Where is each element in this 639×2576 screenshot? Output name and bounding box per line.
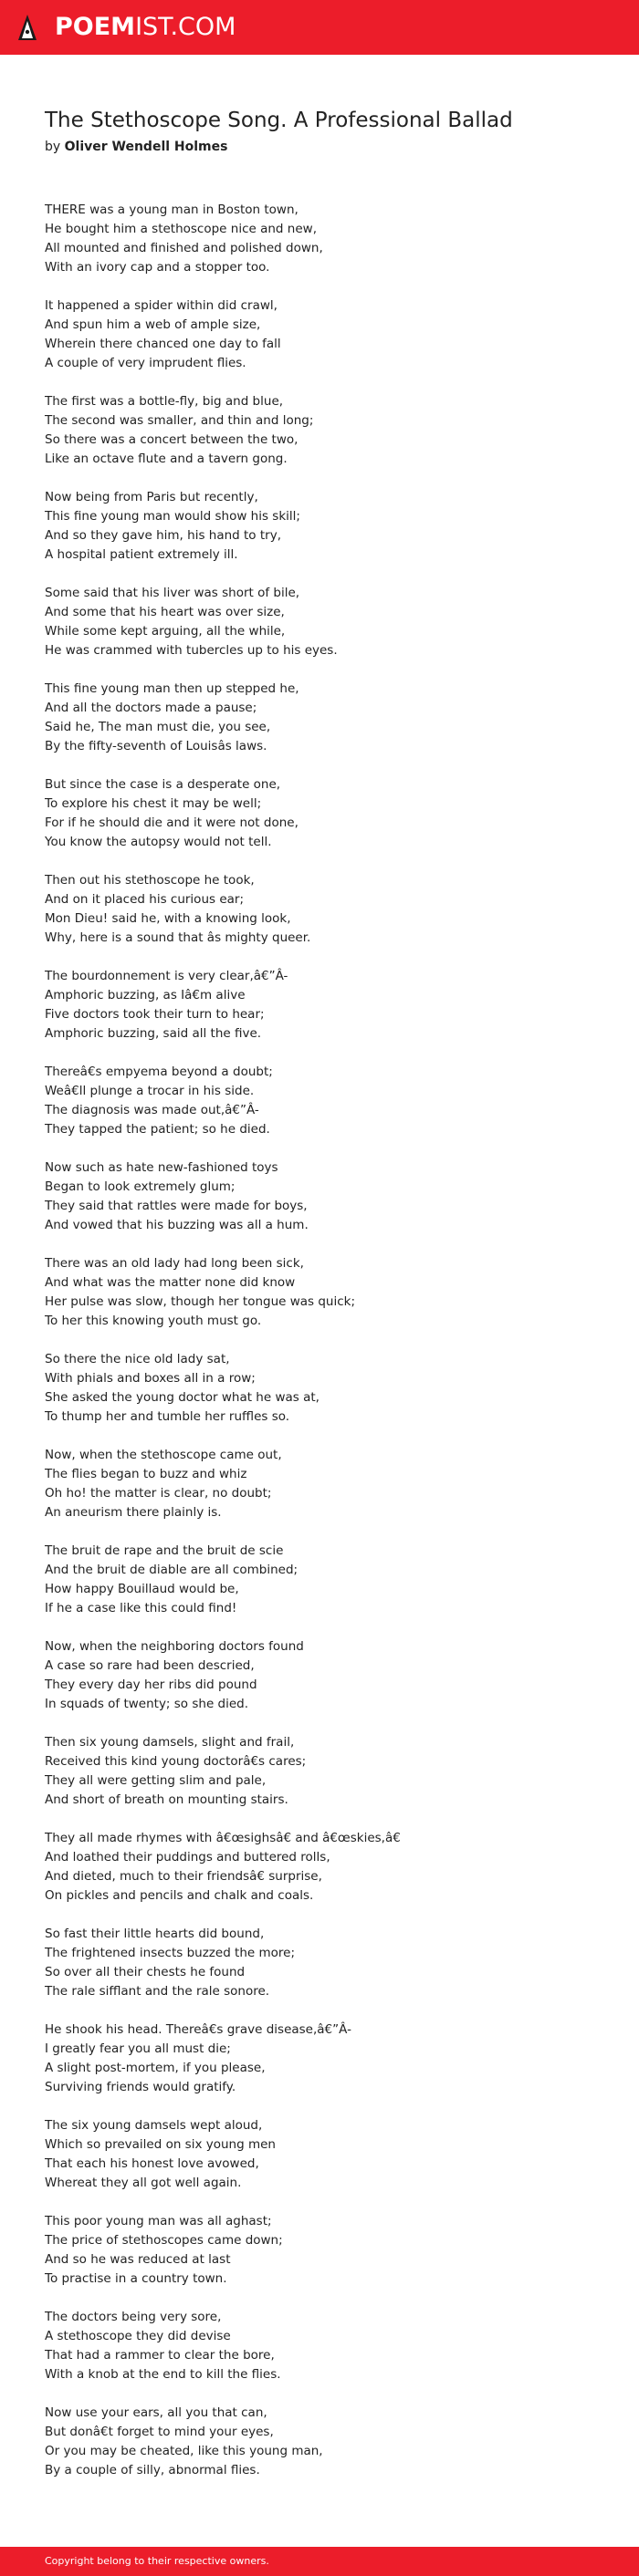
poem-line: So there the nice old lady sat, [45, 1352, 230, 1366]
poem-stanza [45, 1158, 611, 1235]
poem-line: By a couple of silly, abnormal flies. [45, 2463, 260, 2477]
poem-stanza [45, 680, 611, 756]
poem-stanza [45, 1542, 611, 1618]
poem-line: It happened a spider within did crawl, [45, 298, 278, 313]
poem-line: The first was a bottle-fly, big and blue, [45, 394, 284, 409]
poem-line: And on it placed his curious ear; [45, 892, 245, 907]
poem-line: Now use your ears, all you that can, [45, 2405, 267, 2420]
poem-line: I greatly fear you all must die; [45, 2041, 231, 2056]
poem-line: With phials and boxes all in a row; [45, 1371, 256, 1386]
poem-line: A hospital patient extremely ill. [45, 547, 238, 562]
poem-line: There was an old lady had long been sick, [45, 1256, 304, 1271]
poem-line: And spun him a web of ample size, [45, 317, 261, 332]
poem-stanza [45, 2116, 611, 2193]
poem-line: This poor young man was all aghast; [45, 2214, 272, 2228]
poem-stanza [45, 488, 611, 565]
poem-line: Now, when the neighboring doctors found [45, 1639, 304, 1654]
poem-line: They said that rattles were made for boys, [45, 1199, 308, 1213]
poem-line: So fast their little hearts did bound, [45, 1927, 265, 1941]
poem-stanza [45, 1350, 611, 1427]
poem-heading [45, 108, 611, 156]
poem-line: And what was the matter none did know [45, 1275, 296, 1290]
poem-stanza [45, 1637, 611, 1714]
poem-line: On pickles and pencils and chalk and coals. [45, 1888, 314, 1903]
poem-line: And so he was reduced at last [45, 2252, 231, 2267]
poem-line: While some kept arguing, all the while, [45, 624, 286, 639]
poem-line: And all the doctors made a pause; [45, 701, 257, 715]
poem-line: The price of stethoscopes came down; [45, 2233, 283, 2248]
poem-line: This fine young man then up stepped he, [45, 681, 299, 696]
logo-light-text: IST.COM [135, 13, 236, 41]
poem-stanza [45, 1733, 611, 1810]
poem-line: The six young damsels wept aloud, [45, 2118, 263, 2133]
poem-line: And vowed that his buzzing was all a hum. [45, 1218, 309, 1232]
poem-stanza [45, 967, 611, 1044]
poem-stanza [45, 1829, 611, 1906]
poem-line: And so they gave him, his hand to try, [45, 528, 281, 543]
poem-line: This fine young man would show his skill; [45, 509, 300, 524]
poem-line: To her this knowing youth must go. [45, 1314, 262, 1328]
poem-line: That had a rammer to clear the bore, [45, 2348, 275, 2363]
poem-stanza [45, 2308, 611, 2384]
poem-line: And dieted, much to their friendsâ€ surprise, [45, 1869, 322, 1884]
byline [45, 138, 611, 156]
poem-line: The bruit de rape and the bruit de scie [45, 1543, 284, 1558]
poem-line: Which so prevailed on six young men [45, 2137, 276, 2152]
poem-line: The diagnosis was made out,â€”Â- [45, 1103, 259, 1117]
poem-line: The frightened insects buzzed the more; [45, 1946, 296, 1960]
poem-line: Began to look extremely glum; [45, 1179, 236, 1194]
site-footer [0, 2547, 639, 2576]
poem-line: Surviving friends would gratify. [45, 2080, 236, 2094]
poem-line: They every day her ribs did pound [45, 1678, 257, 1692]
poem-line: With an ivory cap and a stopper too. [45, 260, 270, 275]
poem-line: She asked the young doctor what he was at, [45, 1390, 320, 1405]
poem-line: The bourdonnement is very clear,â€”Â- [45, 969, 288, 983]
byline-prefix: by [45, 140, 61, 154]
poem-line: For if he should die and it were not done, [45, 815, 299, 830]
poem-line: If he a case like this could find! [45, 1601, 237, 1615]
author-name[interactable]: Oliver Wendell Holmes [64, 140, 228, 154]
poem-line: To thump her and tumble her ruffles so. [45, 1409, 290, 1424]
site-header [0, 0, 639, 55]
poem-line: So there was a concert between the two, [45, 432, 299, 447]
poem-line: They all made rhymes with â€œsighsâ€ and â€œskies,â€ [45, 1831, 401, 1845]
poem-line: With a knob at the end to kill the flies. [45, 2367, 281, 2382]
poem-line: Now, when the stethoscope came out, [45, 1448, 282, 1462]
poem-line: By the fifty-seventh of Louisâs laws. [45, 739, 267, 753]
poem-line: THERE was a young man in Boston town, [45, 203, 299, 217]
poem-line: Or you may be cheated, like this young man, [45, 2444, 323, 2458]
poem-stanza [45, 2212, 611, 2289]
poem-title: The Stethoscope Song. A Professional Ballad [45, 109, 513, 132]
poem-line: To explore his chest it may be well; [45, 796, 262, 811]
poem-stanza [45, 1063, 611, 1139]
poem-line: A case so rare had been descried, [45, 1658, 255, 1673]
poem-line: Thereâ€s empyema beyond a doubt; [45, 1065, 273, 1079]
poem-line: The flies began to buzz and whiz [45, 1467, 247, 1481]
poem-line: Now such as hate new-fashioned toys [45, 1160, 278, 1175]
poem-line: Her pulse was slow, though her tongue was quick; [45, 1294, 356, 1309]
poem-line: How happy Bouillaud would be, [45, 1582, 239, 1596]
poem-line: To practise in a country town. [45, 2271, 227, 2286]
poem-line: Wherein there chanced one day to fall [45, 337, 281, 351]
poem-line: A slight post-mortem, if you please, [45, 2061, 266, 2075]
copyright-text: Copyright belong to their respective owners. [45, 2555, 269, 2567]
poem-line: A couple of very imprudent flies. [45, 356, 246, 370]
poem-line: Amphoric buzzing, as Iâ€m alive [45, 988, 246, 1002]
poem-line: Five doctors took their turn to hear; [45, 1007, 265, 1022]
poem-line: But donâ€t forget to mind your eyes, [45, 2425, 274, 2439]
poem-line: Why, here is a sound that âs mighty queer. [45, 930, 311, 945]
poem-line: Some said that his liver was short of bile, [45, 586, 300, 600]
poem-line: All mounted and finished and polished down, [45, 241, 323, 255]
poem-line: And some that his heart was over size, [45, 605, 285, 619]
poem-stanza [45, 2404, 611, 2480]
poem-line: Mon Dieu! said he, with a knowing look, [45, 911, 291, 926]
poem-line: Said he, The man must die, you see, [45, 720, 271, 734]
poem-stanza [45, 1254, 611, 1331]
poem-line: And short of breath on mounting stairs. [45, 1792, 288, 1807]
poem-line: An aneurism there plainly is. [45, 1505, 222, 1520]
poem-line: And loathed their puddings and buttered rolls, [45, 1850, 330, 1864]
poem-stanza [45, 584, 611, 660]
poem-stanza [45, 871, 611, 948]
poem-line: The doctors being very sore, [45, 2310, 222, 2324]
poem-line: That each his honest love avowed, [45, 2156, 259, 2171]
poem-line: So over all their chests he found [45, 1965, 246, 1979]
poem-line: Weâ€ll plunge a trocar in his side. [45, 1084, 255, 1098]
poem-line: Received this kind young doctorâ€s cares; [45, 1754, 307, 1769]
poem-line: You know the autopsy would not tell. [45, 835, 272, 849]
poem-line: Then out his stethoscope he took, [45, 873, 255, 888]
poem-line: Then six young damsels, slight and frail, [45, 1735, 295, 1750]
poem-line: He was crammed with tubercles up to his eyes. [45, 643, 338, 658]
logo-bold-text: POEM [55, 13, 136, 41]
poem-line: But since the case is a desperate one, [45, 777, 281, 792]
poem-stanza [45, 296, 611, 373]
poem-line: Oh ho! the matter is clear, no doubt; [45, 1486, 272, 1501]
poem-line: The rale sifflant and the rale sonore. [45, 1984, 270, 1999]
pen-nib-icon[interactable] [17, 14, 37, 41]
poem-stanza [45, 1925, 611, 2001]
poem-body [45, 201, 611, 2499]
poem-line: He bought him a stethoscope nice and new, [45, 222, 317, 236]
poem-stanza [45, 392, 611, 469]
site-logo[interactable] [55, 13, 236, 42]
poem-line: Now being from Paris but recently, [45, 490, 258, 504]
poem-stanza [45, 2020, 611, 2097]
poem-line: Whereat they all got well again. [45, 2176, 242, 2190]
poem-line: Amphoric buzzing, said all the five. [45, 1026, 262, 1041]
poem-line: Like an octave flute and a tavern gong. [45, 452, 288, 466]
poem-line: A stethoscope they did devise [45, 2329, 231, 2343]
poem-line: They all were getting slim and pale, [45, 1773, 267, 1788]
poem-stanza [45, 775, 611, 852]
poem-stanza [45, 1446, 611, 1522]
poem-line: In squads of twenty; so she died. [45, 1697, 249, 1711]
poem-stanza [45, 201, 611, 277]
poem-line: They tapped the patient; so he died. [45, 1122, 270, 1137]
poem-line: The second was smaller, and thin and long; [45, 413, 314, 428]
poem-line: He shook his head. Thereâ€s grave disease,â€”Â- [45, 2022, 351, 2037]
poem-line: And the bruit de diable are all combined; [45, 1563, 299, 1577]
